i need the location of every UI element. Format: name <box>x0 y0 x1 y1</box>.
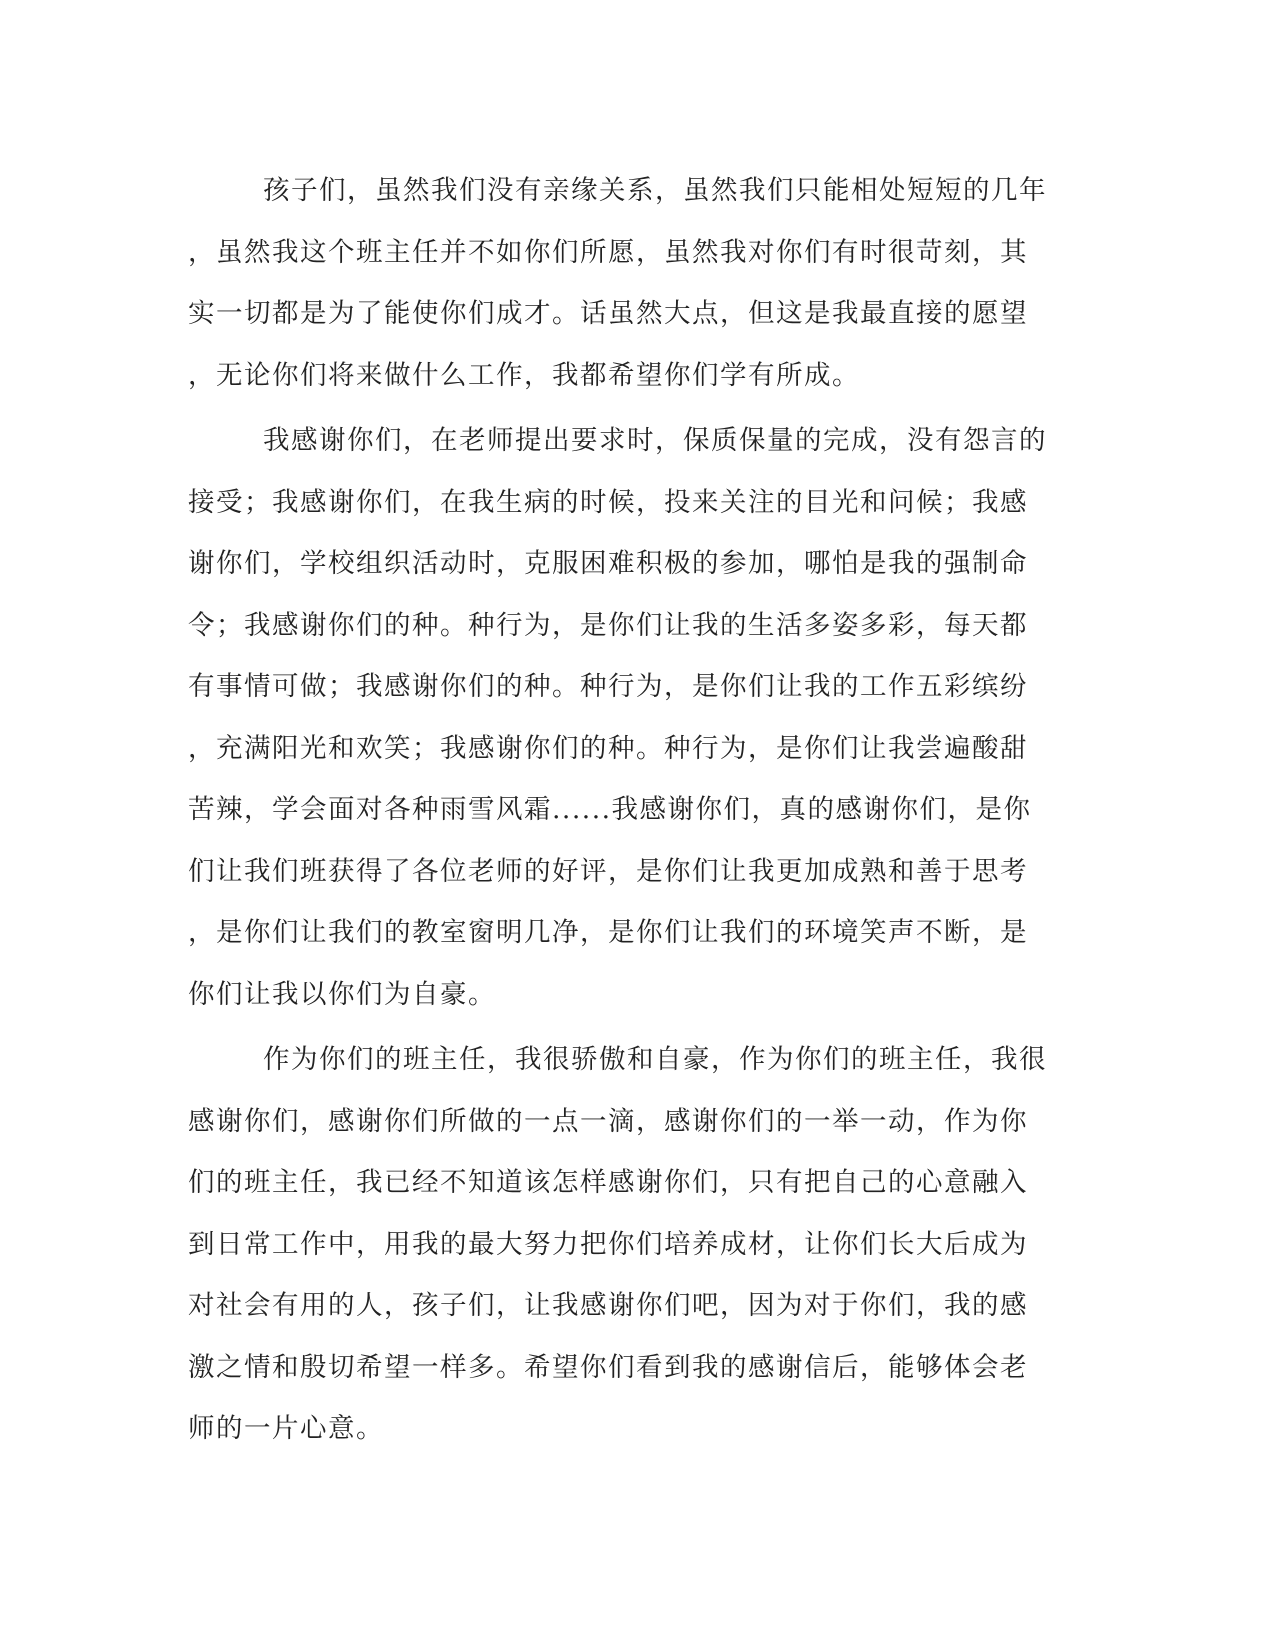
paragraph-2 <box>188 410 1068 1025</box>
text-line: 作为你们的班主任，我很骄傲和自豪，作为你们的班主任，我很 <box>263 1044 1047 1075</box>
paragraph-3 <box>188 1029 1068 1460</box>
text-line: 感谢你们，感谢你们所做的一点一滴，感谢你们的一举一动，作为你 <box>188 1105 1028 1137</box>
text-line: 谢你们，学校组织活动时，克服困难积极的参加，哪怕是我的强制命 <box>188 548 1028 579</box>
text-line: 们让我们班获得了各位老师的好评，是你们让我更加成熟和善于思考 <box>188 855 1028 887</box>
paragraph-1 <box>188 160 1068 406</box>
text-line: ，无论你们将来做什么工作，我都希望你们学有所成。 <box>188 359 860 391</box>
letter-body <box>188 160 1068 1464</box>
text-line: 师的一片心意。 <box>188 1413 384 1444</box>
text-line: 实一切都是为了能使你们成才。话虽然大点，但这是我最直接的愿望 <box>188 298 1028 329</box>
text-line: 有事情可做；我感谢你们的种。种行为，是你们让我的工作五彩缤纷 <box>188 671 1028 702</box>
text-line: ，虽然我这个班主任并不如你们所愿，虽然我对你们有时很苛刻，其 <box>188 236 1028 268</box>
text-line: 你们让我以你们为自豪。 <box>188 978 496 1010</box>
text-line: 接受；我感谢你们，在我生病的时候，投来关注的目光和问候；我感 <box>188 486 1028 518</box>
text-line: 到日常工作中，用我的最大努力把你们培养成材，让你们长大后成为 <box>188 1228 1028 1260</box>
text-line: 对社会有用的人，孩子们，让我感谢你们吧，因为对于你们，我的感 <box>188 1290 1028 1321</box>
text-line: 令；我感谢你们的种。种行为，是你们让我的生活多姿多彩，每天都 <box>188 609 1028 641</box>
text-line: ，充满阳光和欢笑；我感谢你们的种。种行为，是你们让我尝遍酸甜 <box>188 732 1028 764</box>
text-line: 激之情和殷切希望一样多。希望你们看到我的感谢信后，能够体会老 <box>188 1351 1028 1383</box>
text-line: 孩子们，虽然我们没有亲缘关系，虽然我们只能相处短短的几年 <box>263 175 1047 206</box>
text-line: 我感谢你们，在老师提出要求时，保质保量的完成，没有怨言的 <box>263 425 1047 456</box>
text-line: 们的班主任，我已经不知道该怎样感谢你们，只有把自己的心意融入 <box>188 1167 1028 1198</box>
text-line: ，是你们让我们的教室窗明几净，是你们让我们的环境笑声不断，是 <box>188 917 1028 948</box>
text-line: 苦辣，学会面对各种雨雪风霜......我感谢你们，真的感谢你们，是你 <box>188 794 1032 825</box>
